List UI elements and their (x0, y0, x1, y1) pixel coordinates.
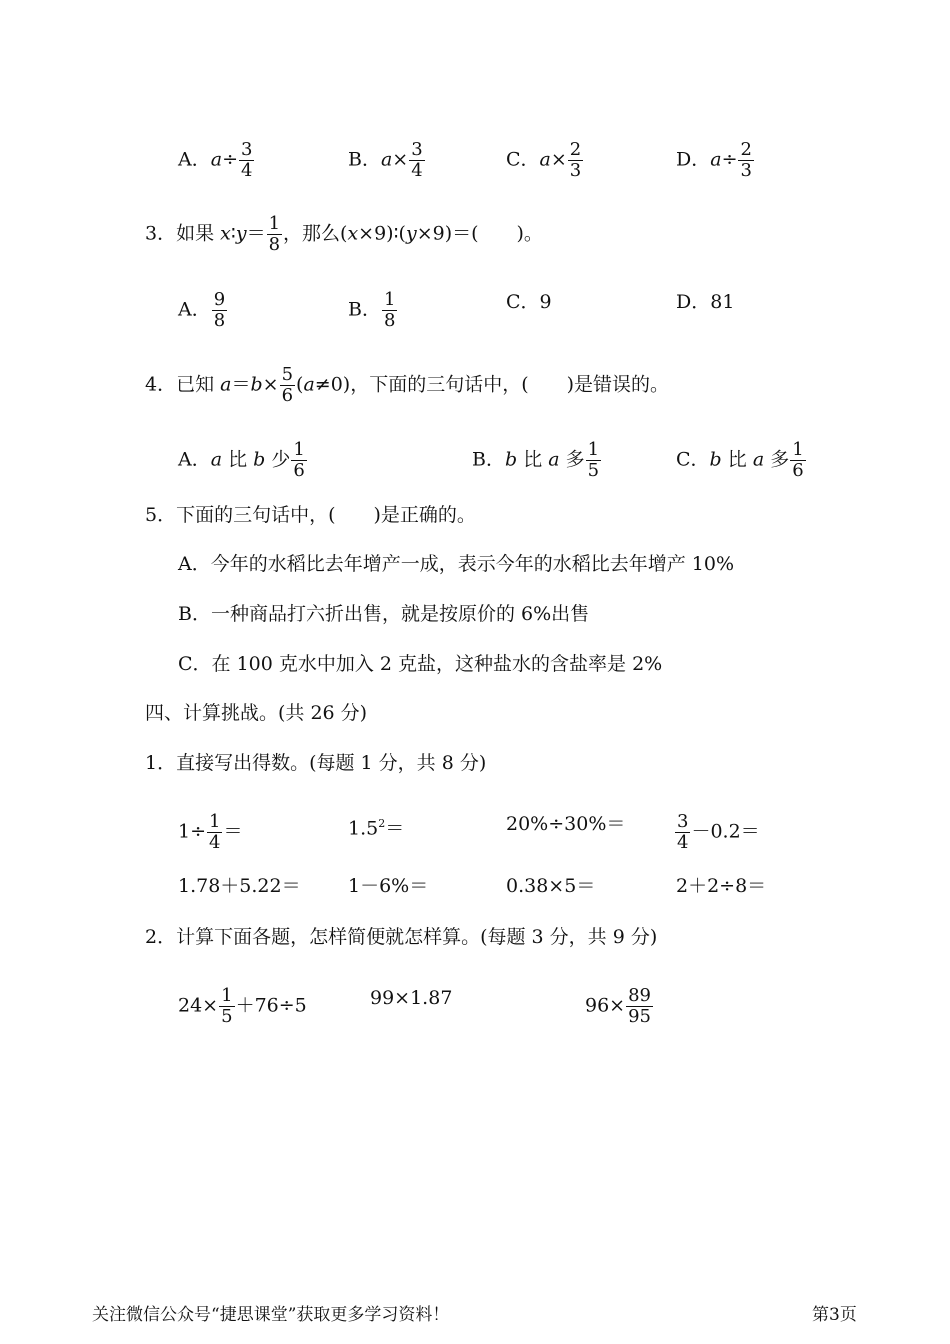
denominator: 4 (209, 832, 221, 853)
variable: y (235, 222, 247, 245)
q2-option-d (676, 140, 755, 181)
option-label: B． (472, 448, 505, 471)
text: 1÷ (178, 820, 207, 843)
variable: a (539, 148, 551, 171)
simplify-item-3 (585, 986, 654, 1027)
denominator: 3 (740, 160, 752, 181)
variable: b (709, 448, 722, 471)
text: ×9)＝( )。 (416, 222, 543, 245)
variable: a (210, 148, 223, 171)
text: ，那么( (283, 222, 348, 245)
denominator: 6 (281, 385, 294, 406)
q3-stem (145, 214, 543, 255)
operator: ÷ (721, 148, 738, 171)
q5-option-c: C．在 100 克水中加入 2 克盐，这种盐水的含盐率是 2% (178, 653, 663, 675)
numerator: 3 (677, 811, 689, 832)
text: 比 (228, 448, 248, 471)
option-label: A． (178, 448, 211, 471)
variable: a (220, 373, 232, 396)
fraction (738, 140, 753, 181)
text: －0.2＝ (691, 820, 760, 843)
numerator: 1 (209, 811, 221, 832)
fraction (212, 290, 227, 331)
fraction (280, 365, 295, 406)
numerator: 9 (213, 289, 226, 310)
fraction (239, 140, 254, 181)
question-number: 4． (145, 373, 177, 396)
question-number: 3． (145, 222, 177, 245)
option-label: C． (506, 148, 540, 171)
numerator: 1 (293, 439, 305, 460)
q2-option-c (506, 140, 584, 181)
variable: b (504, 448, 518, 471)
calc-item-1 (178, 812, 242, 853)
q4-option-c (676, 440, 807, 481)
fraction (267, 214, 282, 255)
footer-note: 关注微信公众号“捷思课堂”获取更多学习资料！ (92, 1305, 450, 1325)
numerator: 3 (240, 139, 253, 160)
variable: a (210, 448, 223, 471)
q3-option-d (676, 290, 734, 314)
calc-item-4 (674, 812, 760, 853)
text: 比 (523, 448, 543, 471)
option-label: B． (348, 148, 381, 171)
section-title: 四、计算挑战。(共 26 分) (145, 702, 368, 724)
text: 比 (727, 448, 747, 471)
numerator: 2 (740, 139, 752, 160)
operator: × (550, 148, 567, 171)
text: ，下面的三句话中，( )是错误的。 (350, 373, 670, 396)
text: ＋76÷5 (235, 994, 307, 1017)
fraction (219, 986, 234, 1027)
numerator: 3 (411, 139, 423, 160)
denominator: 5 (587, 460, 600, 481)
q5-option-b: B．一种商品打六折出售，就是按原价的 6%出售 (178, 603, 590, 625)
numerator: 1 (268, 213, 281, 234)
fraction (382, 290, 397, 331)
denominator: 6 (792, 460, 804, 481)
calc-item-6: 1－6%＝ (348, 875, 429, 897)
denominator: 5 (221, 1006, 233, 1027)
numerator: 2 (569, 139, 582, 160)
q2-option-a (178, 140, 255, 181)
variable: a (380, 148, 393, 171)
text: 96× (585, 994, 626, 1017)
text: 1.5 (348, 817, 379, 840)
variable: x (220, 222, 231, 245)
numerator: 1 (383, 289, 396, 310)
option-label: B． (348, 298, 381, 321)
variable: a (548, 448, 560, 471)
option-label: D． (676, 291, 711, 313)
denominator: 6 (293, 460, 305, 481)
calc-item-5: 1.78＋5.22＝ (178, 875, 301, 897)
operator: ＝ (231, 373, 251, 396)
text: ( (296, 373, 304, 396)
simplify-item-1 (178, 986, 307, 1027)
option-label: D． (676, 148, 711, 171)
option-label: A． (178, 298, 211, 321)
operator: × (392, 148, 409, 171)
operator: ＝ (246, 222, 266, 245)
page-number: 第3页 (812, 1305, 857, 1325)
option-label: C． (676, 448, 710, 471)
numerator: 89 (628, 985, 652, 1006)
variable: b (250, 373, 263, 396)
exponent: 2 (378, 817, 386, 830)
denominator: 8 (213, 310, 226, 331)
text: 多 (770, 448, 790, 471)
operator: ÷ (222, 148, 238, 171)
option-label: A． (178, 148, 211, 171)
text: 24× (178, 994, 219, 1017)
denominator: 4 (411, 160, 423, 181)
text: 已知 (176, 373, 215, 396)
numerator: 1 (221, 985, 233, 1006)
simplify-item-2: 99×1.87 (370, 987, 453, 1009)
text: ＝ (385, 817, 405, 840)
denominator: 95 (628, 1006, 652, 1027)
variable: y (405, 222, 417, 245)
fraction (626, 986, 653, 1027)
fraction (675, 812, 690, 853)
text: 多 (565, 448, 585, 471)
fraction (291, 440, 306, 481)
denominator: 4 (240, 160, 253, 181)
numerator: 1 (792, 439, 804, 460)
text: ×9)∶( (358, 222, 406, 245)
denominator: 8 (268, 234, 281, 255)
variable: a (303, 373, 315, 396)
numerator: 5 (281, 364, 294, 385)
calc-item-8: 2＋2÷8＝ (676, 875, 767, 897)
variable: x (347, 222, 359, 245)
q3-option-a (178, 290, 228, 331)
operator: × (262, 373, 279, 396)
q4-option-b (472, 440, 602, 481)
fraction (207, 812, 222, 853)
calc-item-3: 20%÷30%＝ (506, 813, 626, 835)
text: ≠0) (314, 373, 351, 396)
text: ＝ (223, 820, 243, 843)
option-value: 9 (539, 291, 552, 313)
option-label: C． (506, 291, 540, 313)
text: 少 (271, 448, 291, 471)
denominator: 4 (677, 832, 689, 853)
denominator: 3 (569, 160, 582, 181)
calc-item-2 (348, 812, 404, 840)
fraction (409, 140, 424, 181)
q4-option-a (178, 440, 308, 481)
variable: a (752, 448, 765, 471)
q2-option-b (348, 140, 426, 181)
variable: b (253, 448, 266, 471)
denominator: 8 (383, 310, 396, 331)
s4-q2-stem: 2．计算下面各题，怎样简便就怎样算。(每题 3 分，共 9 分) (145, 926, 658, 948)
numerator: 1 (587, 439, 600, 460)
q3-option-b (348, 290, 398, 331)
operator: ∶ (230, 222, 236, 245)
q5-stem: 5．下面的三句话中，( )是正确的。 (145, 504, 476, 526)
fraction (568, 140, 583, 181)
fraction (790, 440, 805, 481)
s4-q1-stem: 1．直接写出得数。(每题 1 分，共 8 分) (145, 752, 487, 774)
calc-item-7: 0.38×5＝ (506, 875, 596, 897)
q3-option-c (506, 290, 552, 314)
fraction (586, 440, 601, 481)
q5-option-a: A．今年的水稻比去年增产一成，表示今年的水稻比去年增产 10% (178, 553, 734, 575)
option-value: 81 (710, 291, 735, 313)
variable: a (710, 148, 722, 171)
text: 如果 (176, 222, 215, 245)
q4-stem (145, 365, 669, 406)
